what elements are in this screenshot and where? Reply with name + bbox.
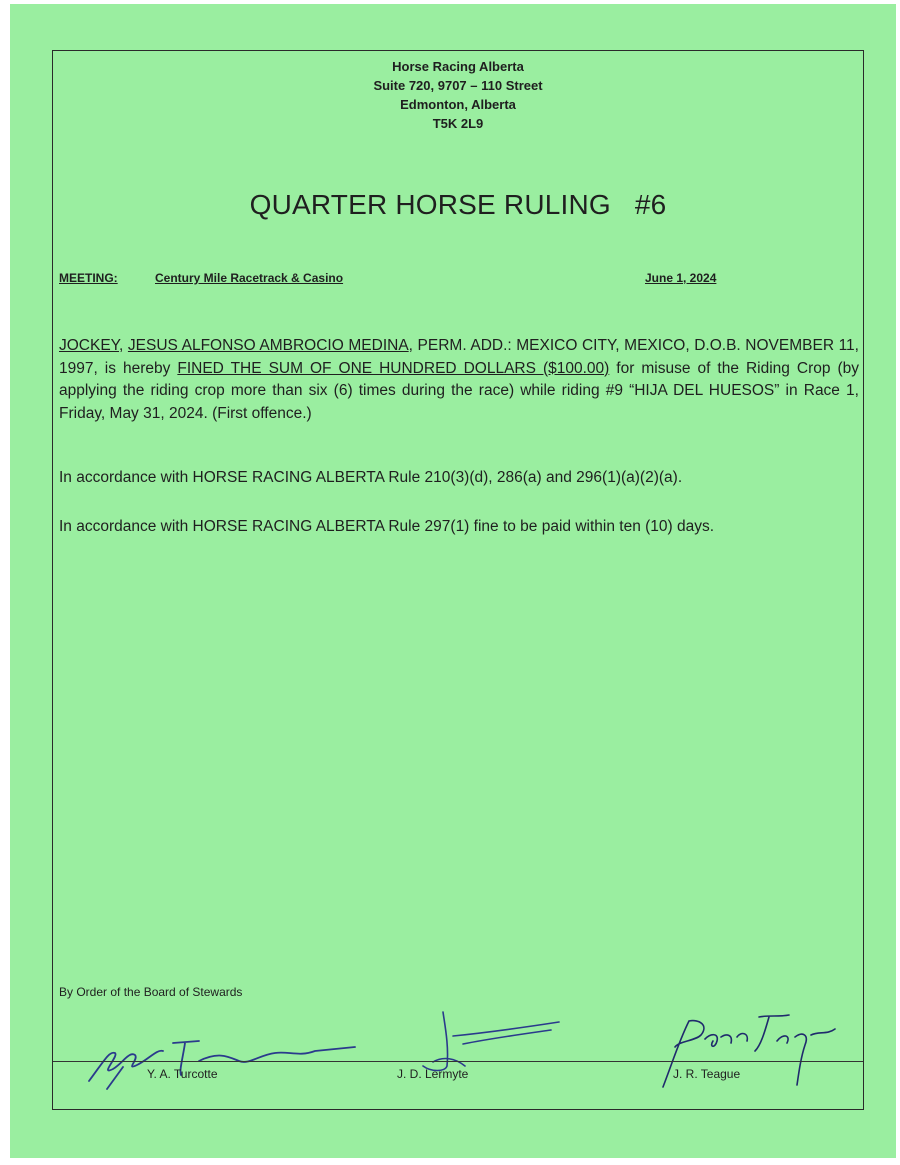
street-address: Suite 720, 9707 – 110 Street	[373, 78, 543, 93]
rule-reference-2: In accordance with HORSE RACING ALBERTA Rule 297(1) fine to be paid within ten (10) days.	[59, 518, 715, 535]
postal-code: T5K 2L9	[432, 116, 484, 131]
steward-name-lermyte: J. D. Lermyte	[397, 1067, 469, 1081]
ruling-sep: ,	[119, 337, 128, 354]
meeting-label: MEETING:	[59, 271, 118, 285]
ruling-text-1: , PERM. ADD.: MEXICO CITY, MEXICO, D.O.B. NOVEMBER 11, 1997, is hereby	[59, 337, 859, 377]
green-paper-sheet	[10, 4, 896, 1158]
ruling-jockey-name: JESUS ALFONSO AMBROCIO MEDINA	[127, 337, 409, 354]
meeting-row	[59, 271, 859, 289]
ruling-text-2: for misuse of the Riding Crop (by applying the riding crop more than six (6) times during the race) while riding #9 “HIJA DEL HUESOS” in Race 1, Friday, May 31, 2024. (First offence.)	[59, 359, 859, 422]
steward-name-turcotte: Y. A. Turcotte	[147, 1067, 218, 1081]
org-name: Horse Racing Alberta	[392, 59, 524, 74]
ruling-role: JOCKEY	[59, 337, 120, 354]
ruling-paragraph	[59, 335, 859, 425]
meeting-date: June 1, 2024	[645, 271, 717, 285]
ruling-title: QUARTER HORSE RULING #6	[249, 189, 667, 220]
letterhead-address	[53, 57, 863, 133]
rule-reference-1: In accordance with HORSE RACING ALBERTA Rule 210(3)(d), 286(a) and 296(1)(a)(2)(a).	[59, 469, 683, 486]
order-statement: By Order of the Board of Stewards	[59, 985, 243, 999]
steward-name-teague: J. R. Teague	[673, 1067, 741, 1081]
ruling-fine: FINED THE SUM OF ONE HUNDRED DOLLARS ($100.00)	[177, 359, 610, 377]
meeting-venue: Century Mile Racetrack & Casino	[155, 271, 344, 285]
signature-line	[53, 1061, 863, 1062]
document-frame	[52, 50, 864, 1110]
city: Edmonton, Alberta	[400, 97, 516, 112]
